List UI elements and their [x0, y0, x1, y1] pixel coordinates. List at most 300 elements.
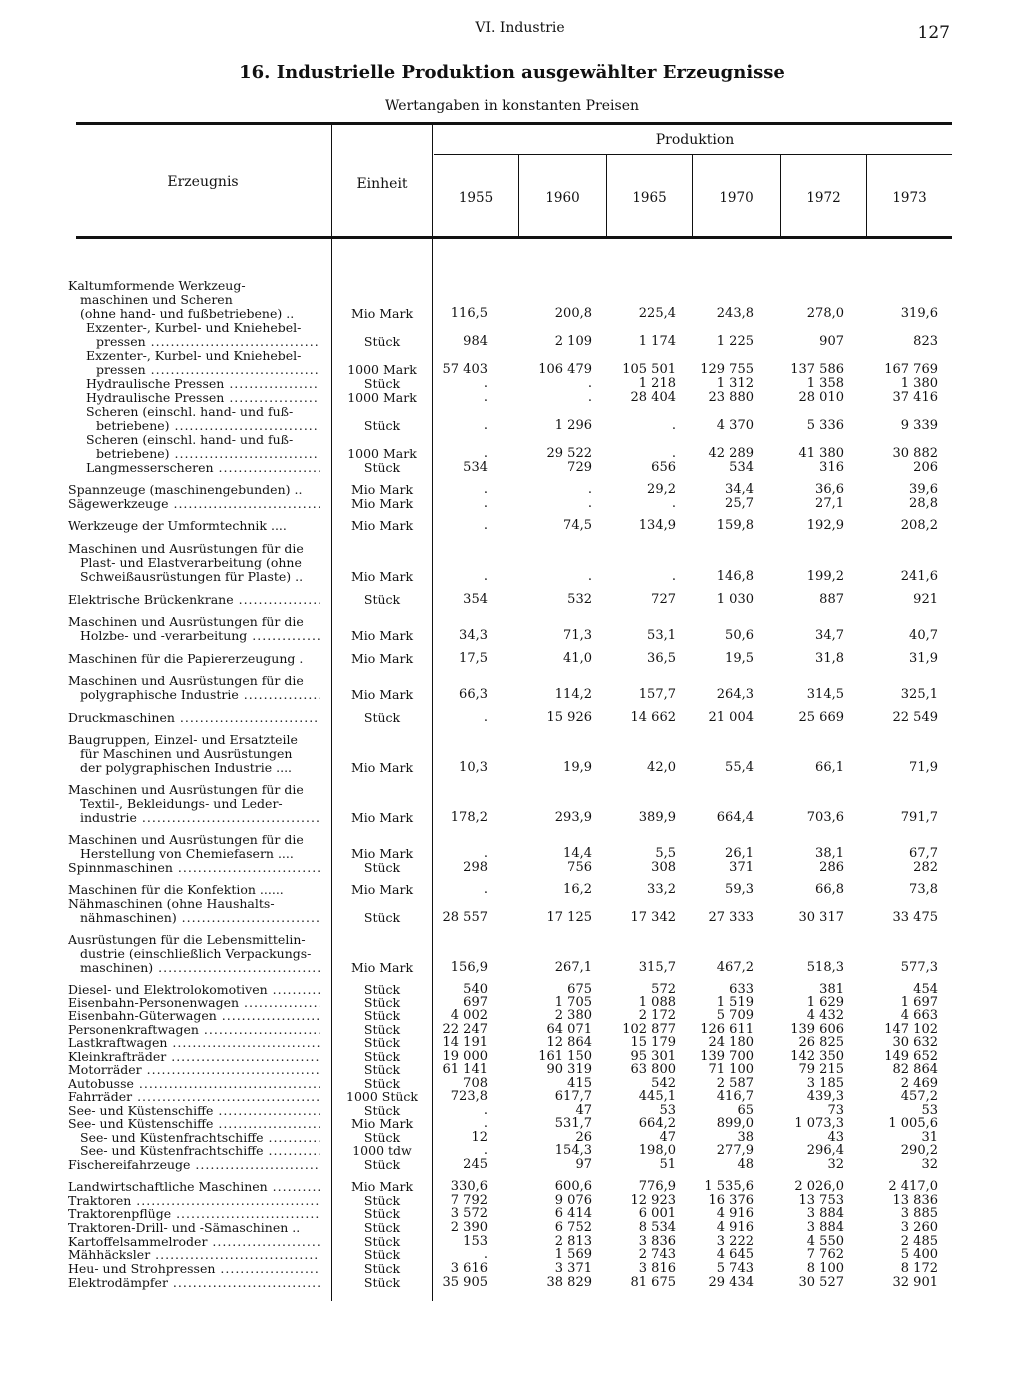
value-cell-1965: .	[671, 569, 676, 584]
value-cell-1960: 729	[567, 460, 592, 475]
erzeugnis-label: Exzenter-, Kurbel- und Kniehebel-	[86, 349, 302, 363]
value-cell-1960: 9 076	[554, 1193, 592, 1208]
erzeugnis-label: Maschinen und Ausrüstungen für die	[68, 615, 304, 629]
value-cell-1973: 149 652	[884, 1049, 938, 1064]
erzeugnis-label: Maschinen für die Papiererzeugung .	[68, 652, 304, 666]
value-cell-1970: 3 222	[716, 1234, 754, 1249]
erzeugnis-label: Spinnmaschinen .....	[68, 861, 320, 875]
table-row	[0, 711, 1024, 725]
value-cell-1955: 697	[463, 995, 488, 1010]
einheit-cell: Stück	[363, 1234, 401, 1249]
value-cell-1972: 43	[827, 1130, 844, 1145]
value-cell-1955: 245	[463, 1157, 488, 1172]
value-cell-1960: 2 813	[554, 1234, 592, 1249]
value-cell-1960: 6 752	[554, 1220, 592, 1235]
value-cell-1973: 40,7	[909, 628, 938, 643]
table-row	[0, 1131, 1024, 1145]
table-row	[0, 761, 1024, 775]
value-cell-1955: .	[483, 390, 488, 405]
einheit-cell: 1000 Stück	[346, 1089, 418, 1104]
value-cell-1960: .	[587, 376, 592, 391]
value-cell-1970: 243,8	[716, 306, 754, 321]
erzeugnis-label: industrie .....	[80, 811, 320, 825]
value-cell-1972: 142 350	[790, 1049, 844, 1064]
table-row	[0, 419, 1024, 433]
value-cell-1965: 5,5	[655, 846, 676, 861]
value-cell-1960: 97	[575, 1157, 592, 1172]
value-cell-1960: 531,7	[554, 1116, 592, 1131]
value-cell-1970: 899,0	[716, 1116, 754, 1131]
einheit-cell: Stück	[363, 1261, 401, 1276]
value-cell-1972: 27,1	[815, 496, 844, 511]
erzeugnis-label: Sägewerkzeuge .....	[68, 497, 320, 511]
erzeugnis-label: Maschinen und Ausrüstungen für die	[68, 833, 304, 847]
einheit-cell: Stück	[363, 460, 401, 475]
value-cell-1970: 129 755	[700, 362, 754, 377]
table-row	[0, 1009, 1024, 1023]
value-cell-1970: 5 743	[716, 1261, 754, 1276]
erzeugnis-label: betriebene) .....	[96, 447, 320, 461]
erzeugnis-label: Autobusse .....	[68, 1077, 320, 1091]
value-cell-1973: 30 632	[892, 1035, 938, 1050]
erzeugnis-label: Fahrräder .....	[68, 1090, 320, 1104]
col-header-erzeugnis: Erzeugnis	[167, 174, 239, 190]
value-cell-1973: 577,3	[900, 960, 938, 975]
value-cell-1955: .	[483, 1103, 488, 1118]
erzeugnis-label: maschinen und Scheren	[80, 293, 233, 307]
value-cell-1970: 1 030	[716, 592, 754, 607]
value-cell-1960: .	[587, 390, 592, 405]
value-cell-1960: 267,1	[554, 960, 592, 975]
value-cell-1972: 381	[819, 982, 844, 997]
erzeugnis-label: Nähmaschinen (ohne Haushalts-	[68, 897, 275, 911]
value-cell-1955: .	[483, 1247, 488, 1262]
einheit-cell: Stück	[363, 1008, 401, 1023]
value-cell-1960: 675	[567, 982, 592, 997]
erzeugnis-label: See- und Küstenschiffe .....	[68, 1104, 320, 1118]
value-cell-1960: 114,2	[554, 687, 592, 702]
einheit-cell: Stück	[363, 1275, 401, 1290]
value-cell-1955: 19 000	[442, 1049, 488, 1064]
value-cell-1965: 28 404	[630, 390, 676, 405]
value-cell-1965: 105 501	[622, 362, 676, 377]
value-cell-1965: 33,2	[647, 882, 676, 897]
value-cell-1973: 3 885	[900, 1206, 938, 1221]
value-cell-1970: 416,7	[716, 1089, 754, 1104]
erzeugnis-label: See- und Küstenfrachtschiffe .....	[80, 1144, 320, 1158]
value-cell-1973: 208,2	[900, 518, 938, 533]
value-cell-1960: 71,3	[563, 628, 592, 643]
value-cell-1972: 137 586	[790, 362, 844, 377]
table-row	[0, 349, 1024, 363]
value-cell-1973: 82 864	[892, 1062, 938, 1077]
value-cell-1972: 887	[819, 592, 844, 607]
table-row	[0, 847, 1024, 861]
einheit-cell: Mio Mark	[350, 569, 414, 584]
erzeugnis-label: See- und Küstenfrachtschiffe .....	[80, 1131, 320, 1145]
value-cell-1972: 139 606	[790, 1022, 844, 1037]
erzeugnis-label: See- und Küstenschiffe .....	[68, 1117, 320, 1131]
value-cell-1965: 14 662	[630, 710, 676, 725]
value-cell-1960: 2 380	[554, 1008, 592, 1023]
value-cell-1965: 776,9	[638, 1179, 676, 1194]
table-row	[0, 861, 1024, 875]
erzeugnis-label: Maschinen und Ausrüstungen für die	[68, 674, 304, 688]
value-cell-1970: 4 645	[716, 1247, 754, 1262]
value-cell-1955: 4 002	[450, 1008, 488, 1023]
value-cell-1965: 198,0	[638, 1143, 676, 1158]
value-cell-1973: 2 485	[900, 1234, 938, 1249]
erzeugnis-label: Druckmaschinen .....	[68, 711, 320, 725]
value-cell-1970: 34,4	[725, 482, 754, 497]
table-row	[0, 1158, 1024, 1172]
erzeugnis-label: Kartoffelsammelroder .....	[68, 1235, 320, 1249]
value-cell-1972: 41 380	[798, 446, 844, 461]
value-cell-1970: 24 180	[708, 1035, 754, 1050]
value-cell-1965: 1 218	[638, 376, 676, 391]
value-cell-1955: 66,3	[459, 687, 488, 702]
table-row	[0, 983, 1024, 997]
erzeugnis-label: dustrie (einschließlich Verpackungs-	[80, 947, 312, 961]
value-cell-1960: 74,5	[563, 518, 592, 533]
value-cell-1960: 200,8	[554, 306, 592, 321]
erzeugnis-label: Werkzeuge der Umformtechnik ....	[68, 519, 287, 533]
value-cell-1955: 540	[463, 982, 488, 997]
value-cell-1973: 1 380	[900, 376, 938, 391]
value-cell-1970: 71 100	[708, 1062, 754, 1077]
value-cell-1970: 29 434	[708, 1275, 754, 1290]
erzeugnis-label: (ohne hand- und fußbetriebene) ..	[80, 307, 295, 321]
einheit-cell: 1000 tdw	[352, 1143, 412, 1158]
value-cell-1973: 325,1	[900, 687, 938, 702]
value-cell-1970: 4 370	[716, 418, 754, 433]
page-number: 127	[917, 23, 950, 43]
value-cell-1965: 542	[651, 1076, 676, 1091]
erzeugnis-label: nähmaschinen) .....	[80, 911, 320, 925]
erzeugnis-label: maschinen) .....	[80, 961, 320, 975]
value-cell-1970: 139 700	[700, 1049, 754, 1064]
value-cell-1973: 791,7	[900, 810, 938, 825]
value-cell-1970: 21 004	[708, 710, 754, 725]
table-row	[0, 483, 1024, 497]
value-cell-1955: 7 792	[450, 1193, 488, 1208]
value-cell-1965: 2 172	[638, 1008, 676, 1023]
value-cell-1973: 5 400	[900, 1247, 938, 1262]
table-row	[0, 1276, 1024, 1290]
einheit-cell: Mio Mark	[350, 960, 414, 975]
value-cell-1965: 389,9	[638, 810, 676, 825]
year-header: 1965	[632, 190, 667, 206]
value-cell-1960: 106 479	[538, 362, 592, 377]
table-row	[0, 1235, 1024, 1249]
value-cell-1970: 467,2	[716, 960, 754, 975]
table-row	[0, 1023, 1024, 1037]
value-cell-1970: 371	[729, 860, 754, 875]
value-cell-1973: 823	[913, 334, 938, 349]
value-cell-1965: 445,1	[638, 1089, 676, 1104]
einheit-cell: Stück	[363, 1049, 401, 1064]
value-cell-1972: 1 073,3	[794, 1116, 844, 1131]
value-cell-1955: .	[483, 418, 488, 433]
value-cell-1960: 16,2	[563, 882, 592, 897]
value-cell-1965: 36,5	[647, 651, 676, 666]
einheit-cell: Mio Mark	[350, 482, 414, 497]
value-cell-1970: 4 916	[716, 1206, 754, 1221]
value-cell-1965: 134,9	[638, 518, 676, 533]
erzeugnis-label: Holzbe- und -verarbeitung .....	[80, 629, 320, 643]
value-cell-1965: 53,1	[647, 628, 676, 643]
table-row	[0, 335, 1024, 349]
value-cell-1973: 30 882	[892, 446, 938, 461]
einheit-cell: Stück	[363, 1035, 401, 1050]
erzeugnis-label: Lastkraftwagen .....	[68, 1036, 320, 1050]
value-cell-1970: 126 611	[700, 1022, 754, 1037]
value-cell-1972: 30 317	[798, 910, 844, 925]
value-cell-1955: 708	[463, 1076, 488, 1091]
value-cell-1965: 572	[651, 982, 676, 997]
einheit-cell: Stück	[363, 910, 401, 925]
value-cell-1955: 10,3	[459, 760, 488, 775]
table-row	[0, 279, 1024, 293]
value-cell-1955: .	[483, 1116, 488, 1131]
value-cell-1973: 2 417,0	[888, 1179, 938, 1194]
erzeugnis-label: Hydraulische Pressen .....	[86, 391, 320, 405]
table-row	[0, 497, 1024, 511]
value-cell-1972: 5 336	[806, 418, 844, 433]
value-cell-1970: 159,8	[716, 518, 754, 533]
value-cell-1972: 73	[827, 1103, 844, 1118]
value-cell-1960: 532	[567, 592, 592, 607]
value-cell-1970: 50,6	[725, 628, 754, 643]
value-cell-1972: 316	[819, 460, 844, 475]
table-row	[0, 1180, 1024, 1194]
year-header: 1973	[892, 190, 927, 206]
einheit-cell: Mio Mark	[350, 760, 414, 775]
value-cell-1970: 1 225	[716, 334, 754, 349]
erzeugnis-label: pressen .....	[96, 363, 320, 377]
value-cell-1970: 23 880	[708, 390, 754, 405]
table-row	[0, 883, 1024, 897]
table-row	[0, 433, 1024, 447]
einheit-cell: Stück	[363, 418, 401, 433]
einheit-cell: Mio Mark	[350, 306, 414, 321]
value-cell-1972: 1 629	[806, 995, 844, 1010]
value-cell-1955: .	[483, 496, 488, 511]
value-cell-1972: 30 527	[798, 1275, 844, 1290]
erzeugnis-label: Motorräder .....	[68, 1063, 320, 1077]
value-cell-1970: 146,8	[716, 569, 754, 584]
value-cell-1973: 290,2	[900, 1143, 938, 1158]
value-cell-1973: 33 475	[892, 910, 938, 925]
value-cell-1960: 600,6	[554, 1179, 592, 1194]
table-row	[0, 1262, 1024, 1276]
value-cell-1960: 29 522	[546, 446, 592, 461]
value-cell-1973: 3 260	[900, 1220, 938, 1235]
value-cell-1955: 984	[463, 334, 488, 349]
value-cell-1955: .	[483, 482, 488, 497]
value-cell-1972: 1 358	[806, 376, 844, 391]
table-row	[0, 293, 1024, 307]
table-row	[0, 629, 1024, 643]
value-cell-1960: 14,4	[563, 846, 592, 861]
value-cell-1972: 79 215	[798, 1062, 844, 1077]
value-cell-1960: 12 864	[546, 1035, 592, 1050]
table-row	[0, 1050, 1024, 1064]
value-cell-1965: 315,7	[638, 960, 676, 975]
erzeugnis-label: Elektrische Brückenkrane .....	[68, 593, 320, 607]
value-cell-1972: 28 010	[798, 390, 844, 405]
value-cell-1973: 31,9	[909, 651, 938, 666]
erzeugnis-label: Kaltumformende Werkzeug-	[68, 279, 246, 293]
value-cell-1960: 293,9	[554, 810, 592, 825]
erzeugnis-label: polygraphische Industrie .....	[80, 688, 320, 702]
value-cell-1970: 5 709	[716, 1008, 754, 1023]
value-cell-1973: 206	[913, 460, 938, 475]
value-cell-1960: .	[587, 496, 592, 511]
value-cell-1970: 27 333	[708, 910, 754, 925]
value-cell-1973: 454	[913, 982, 938, 997]
value-cell-1972: 703,6	[806, 810, 844, 825]
value-cell-1973: 32 901	[892, 1275, 938, 1290]
einheit-cell: Stück	[363, 1022, 401, 1037]
einheit-cell: Stück	[363, 592, 401, 607]
value-cell-1972: 8 100	[806, 1261, 844, 1276]
value-cell-1955: 298	[463, 860, 488, 875]
erzeugnis-label: Eisenbahn-Güterwagen .....	[68, 1009, 320, 1023]
value-cell-1970: 65	[737, 1103, 754, 1118]
erzeugnis-label: für Maschinen und Ausrüstungen	[80, 747, 293, 761]
value-cell-1970: 1 535,6	[704, 1179, 754, 1194]
erzeugnis-label: Fischereifahrzeuge .....	[68, 1158, 320, 1172]
einheit-cell: Stück	[363, 1076, 401, 1091]
einheit-cell: Stück	[363, 982, 401, 997]
value-cell-1960: 19,9	[563, 760, 592, 775]
value-cell-1955: 22 247	[442, 1022, 488, 1037]
value-cell-1965: 8 534	[638, 1220, 676, 1235]
erzeugnis-label: Mähhäcksler .....	[68, 1248, 320, 1262]
value-cell-1970: 19,5	[725, 651, 754, 666]
value-cell-1960: 756	[567, 860, 592, 875]
value-cell-1955: 156,9	[450, 960, 488, 975]
value-cell-1965: 1 174	[638, 334, 676, 349]
value-cell-1955: 12	[471, 1130, 488, 1145]
value-cell-1955: 116,5	[450, 306, 488, 321]
value-cell-1973: 241,6	[900, 569, 938, 584]
table-row	[0, 461, 1024, 475]
value-cell-1970: 38	[737, 1130, 754, 1145]
value-cell-1960: 6 414	[554, 1206, 592, 1221]
value-cell-1965: 17 342	[630, 910, 676, 925]
value-cell-1965: 51	[659, 1157, 676, 1172]
einheit-cell: Stück	[363, 1062, 401, 1077]
value-cell-1973: 282	[913, 860, 938, 875]
value-cell-1965: 15 179	[630, 1035, 676, 1050]
value-cell-1973: 8 172	[900, 1261, 938, 1276]
value-cell-1970: 277,9	[716, 1143, 754, 1158]
value-cell-1955: 534	[463, 460, 488, 475]
value-cell-1973: 73,8	[909, 882, 938, 897]
value-cell-1970: 1 312	[716, 376, 754, 391]
value-cell-1972: 286	[819, 860, 844, 875]
einheit-cell: Stück	[363, 1157, 401, 1172]
table-row	[0, 405, 1024, 419]
table-row	[0, 1036, 1024, 1050]
value-cell-1970: 16 376	[708, 1193, 754, 1208]
table-row	[0, 674, 1024, 688]
table-row	[0, 556, 1024, 570]
value-cell-1972: 2 026,0	[794, 1179, 844, 1194]
table-row	[0, 593, 1024, 607]
value-cell-1972: 34,7	[815, 628, 844, 643]
erzeugnis-label: Baugruppen, Einzel- und Ersatzteile	[68, 733, 298, 747]
value-cell-1972: 314,5	[806, 687, 844, 702]
value-cell-1960: 41,0	[563, 651, 592, 666]
erzeugnis-label: pressen .....	[96, 335, 320, 349]
erzeugnis-label: Eisenbahn-Personenwagen .....	[68, 996, 320, 1010]
value-cell-1960: 3 371	[554, 1261, 592, 1276]
value-cell-1965: 225,4	[638, 306, 676, 321]
year-header: 1960	[545, 190, 580, 206]
value-cell-1972: 518,3	[806, 960, 844, 975]
year-header: 1955	[458, 190, 494, 206]
erzeugnis-label: Maschinen und Ausrüstungen für die	[68, 542, 304, 556]
value-cell-1960: 2 109	[554, 334, 592, 349]
einheit-cell: Mio Mark	[350, 496, 414, 511]
value-cell-1965: 42,0	[647, 760, 676, 775]
erzeugnis-label: Maschinen und Ausrüstungen für die	[68, 783, 304, 797]
einheit-cell: Stück	[363, 1206, 401, 1221]
value-cell-1965: 2 743	[638, 1247, 676, 1262]
table-row	[0, 447, 1024, 461]
value-cell-1955: 3 572	[450, 1206, 488, 1221]
table-row	[0, 1077, 1024, 1091]
value-cell-1955: 14 191	[442, 1035, 488, 1050]
table-row	[0, 391, 1024, 405]
value-cell-1955: 61 141	[442, 1062, 488, 1077]
value-cell-1955: .	[483, 710, 488, 725]
erzeugnis-label: Traktoren-Drill- und -Sämaschinen ..	[68, 1221, 301, 1235]
einheit-cell: Stück	[363, 1103, 401, 1118]
erzeugnis-label: Landwirtschaftliche Maschinen .....	[68, 1180, 320, 1194]
value-cell-1955: 354	[463, 592, 488, 607]
value-cell-1960: 161 150	[538, 1049, 592, 1064]
value-cell-1965: 53	[659, 1103, 676, 1118]
value-cell-1960: 26	[575, 1130, 592, 1145]
value-cell-1972: 4 432	[806, 1008, 844, 1023]
value-cell-1955: 57 403	[442, 362, 488, 377]
table-row	[0, 615, 1024, 629]
value-cell-1960: 617,7	[554, 1089, 592, 1104]
value-cell-1973: 9 339	[900, 418, 938, 433]
table-row	[0, 1090, 1024, 1104]
table-row	[0, 652, 1024, 666]
year-header: 1972	[806, 190, 841, 206]
table-row	[0, 811, 1024, 825]
value-cell-1972: 3 185	[806, 1076, 844, 1091]
value-cell-1965: 102 877	[622, 1022, 676, 1037]
table-row	[0, 783, 1024, 797]
table-row	[0, 519, 1024, 533]
erzeugnis-label: Textil-, Bekleidungs- und Leder-	[80, 797, 283, 811]
einheit-cell: Stück	[363, 710, 401, 725]
value-cell-1970: 25,7	[725, 496, 754, 511]
value-cell-1960: 64 071	[546, 1022, 592, 1037]
value-cell-1973: 457,2	[900, 1089, 938, 1104]
value-cell-1960: .	[587, 569, 592, 584]
table-row	[0, 377, 1024, 391]
einheit-cell: Stück	[363, 860, 401, 875]
table-row	[0, 733, 1024, 747]
